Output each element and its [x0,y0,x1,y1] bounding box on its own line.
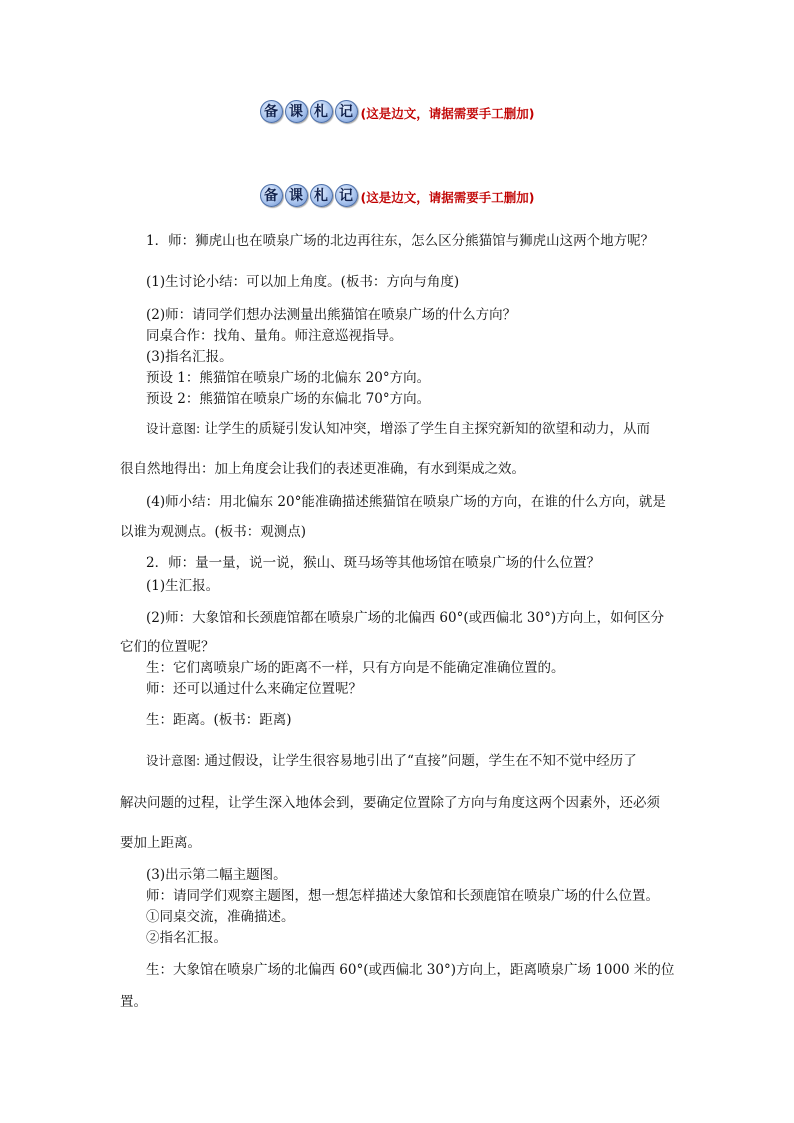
paragraph: 很自然地得出：加上角度会让我们的表述更准确，有水到渠成之效。 [120,461,525,477]
paragraph: 生：大象馆在喷泉广场的北偏西 60°(或西偏北 30°)方向上，距离喷泉广场 1000 米的位 [146,962,675,978]
badge-char: 札 [310,184,333,207]
paragraph: 师：请同学们观察主题图，想一想怎样描述大象馆和长颈鹿馆在喷泉广场的什么位置。 [146,888,659,904]
paragraph: 预设 2：熊猫馆在喷泉广场的东偏北 70°方向。 [146,391,431,407]
paragraph: 以谁为观测点。(板书：观测点) [120,524,307,540]
paragraph: 它们的位置呢？ [120,639,215,655]
paragraph: 2．师：量一量，说一说，猴山、斑马场等其他场馆在喷泉广场的什么位置？ [146,555,601,571]
paragraph: 生：距离。(板书：距离) [146,712,292,728]
paragraph: 同桌合作：找角、量角。师注意巡视指导。 [146,328,403,344]
paragraph: 1．师：狮虎山也在喷泉广场的北边再往东，怎么区分熊猫馆与狮虎山这两个地方呢？ [146,233,655,249]
paragraph: 置。 [120,994,147,1010]
lesson-notes-header-1 [0,100,794,123]
badge-char: 课 [285,100,308,123]
lesson-notes-header-2 [0,184,794,207]
paragraph-text: 让学生的质疑引发认知冲突，增添了学生自主探究新知的欲望和动力，从而 [200,421,651,437]
badge-char: 备 [260,184,283,207]
paragraph: (3)出示第二幅主题图。 [146,867,287,883]
paragraph: 解决问题的过程，让学生深入地体会到，要确定位置除了方向与角度这两个因素外，还必须 [120,795,660,811]
badge-char: 记 [335,100,358,123]
paragraph: (1)生汇报。 [146,578,220,594]
margin-note: (这是边文，请据需要手工删加) [360,106,535,121]
paragraph: (2)师：请同学们想办法测量出熊猫馆在喷泉广场的什么方向？ [146,307,517,323]
design-intent-label: 设计意图: [146,421,201,436]
paragraph: ②指名汇报。 [146,930,227,946]
badge-char: 课 [285,184,308,207]
paragraph: (2)师：大象馆和长颈鹿馆都在喷泉广场的北偏西 60°(或西偏北 30°)方向上，如何区分 [146,610,665,626]
paragraph: (3)指名汇报。 [146,349,233,365]
paragraph-text: 通过假设，让学生很容易地引出了“直接”问题，学生在不知不觉中经历了 [200,753,637,769]
paragraph: 师：还可以通过什么来确定位置呢？ [146,681,362,697]
paragraph: ①同桌交流，准确描述。 [146,909,295,925]
paragraph: 生：它们离喷泉广场的距离不一样，只有方向是不能确定准确位置的。 [146,660,565,676]
lesson-notes-badge [260,184,358,207]
paragraph: 要加上距离。 [120,835,201,851]
badge-char: 记 [335,184,358,207]
lesson-notes-badge [260,100,358,123]
margin-note: (这是边文，请据需要手工删加) [360,190,535,205]
paragraph: (1)生讨论小结：可以加上角度。(板书：方向与角度) [146,274,460,290]
badge-char: 札 [310,100,333,123]
badge-char: 备 [260,100,283,123]
design-intent-paragraph [146,752,637,770]
paragraph: 预设 1：熊猫馆在喷泉广场的北偏东 20°方向。 [146,370,431,386]
paragraph: (4)师小结：用北偏东 20°能准确描述熊猫馆在喷泉广场的方向，在谁的什么方向，就是 [146,494,666,510]
design-intent-label: 设计意图: [146,753,201,768]
design-intent-paragraph [146,420,650,438]
